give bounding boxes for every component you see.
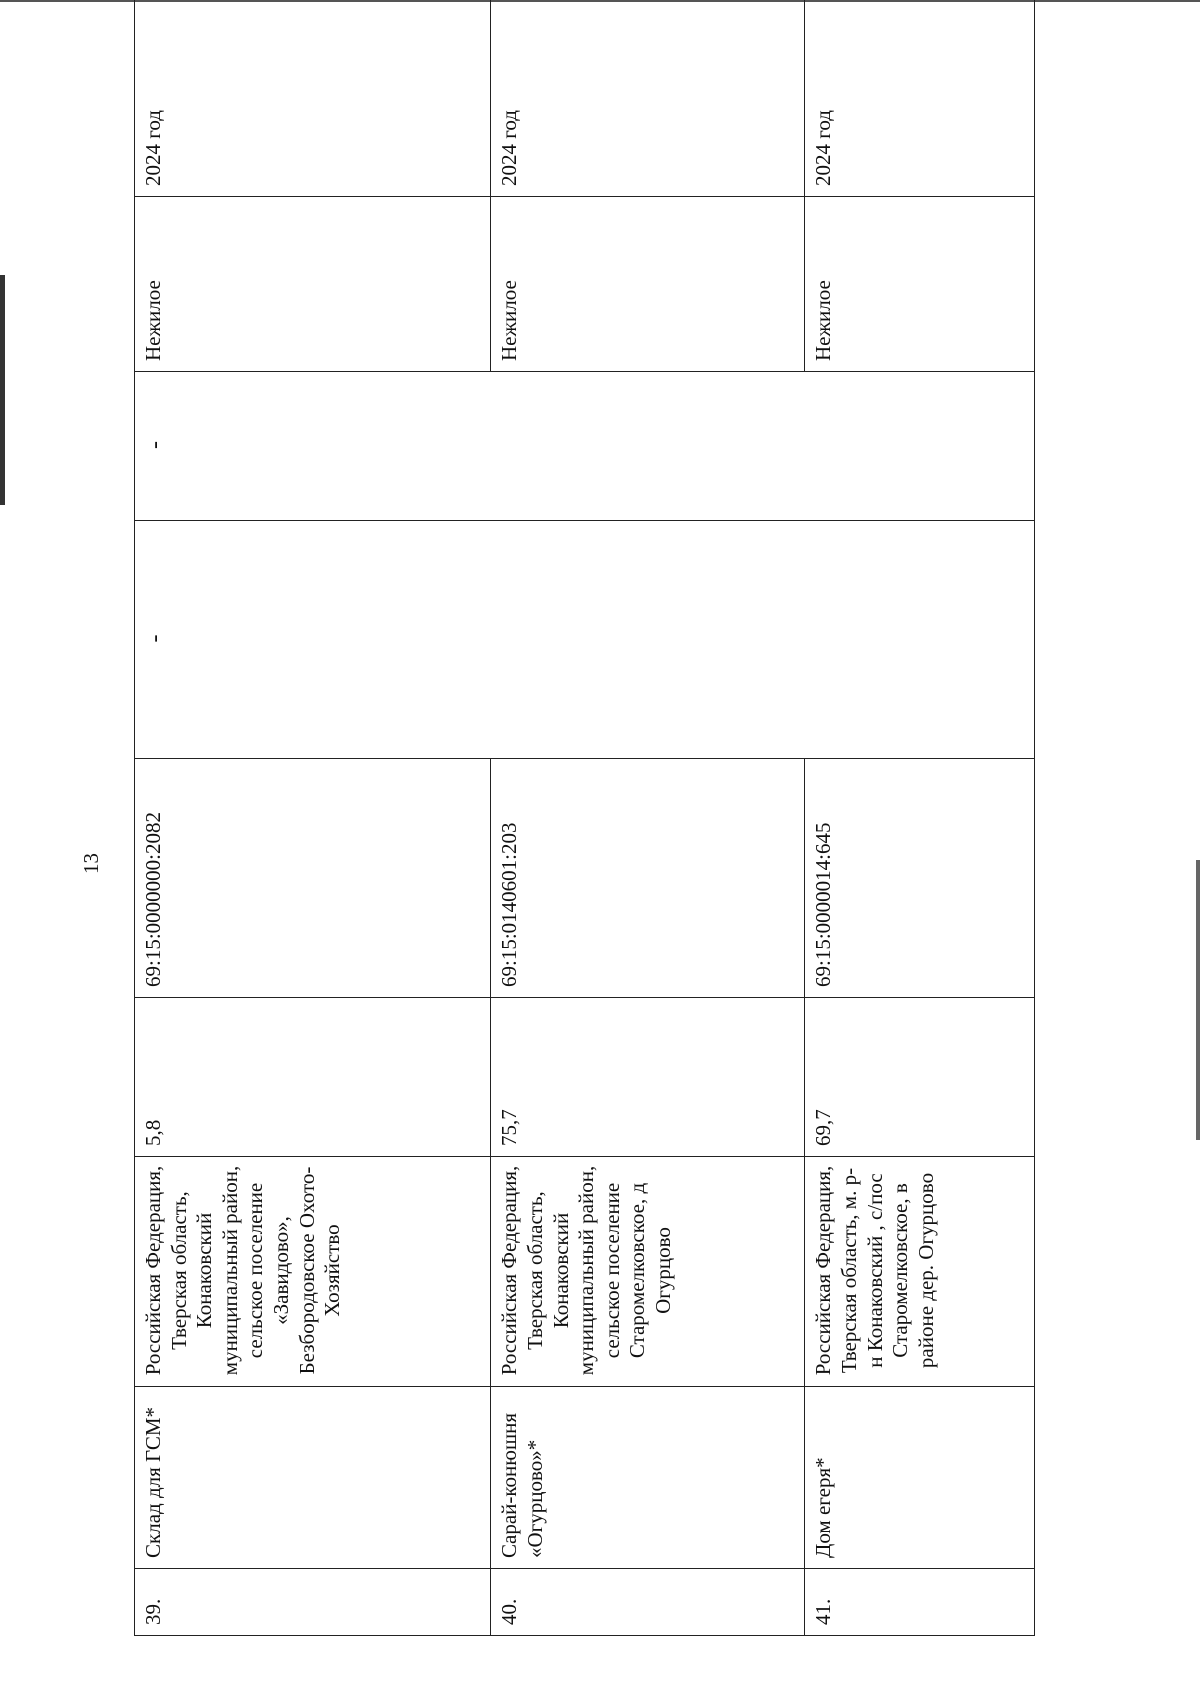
- table-row: [135, 0, 491, 1636]
- object-address: Российская Федерация, Тверская область, м. р-н Конаковский , с/пос Старомелковское, в районе дер. Огурцово: [805, 1157, 1035, 1387]
- row-number: 39.: [135, 1569, 491, 1636]
- object-type: Нежилое: [491, 197, 805, 372]
- row-number: 40.: [491, 1569, 805, 1636]
- object-year: 2024 год: [491, 0, 805, 197]
- table-row: [805, 0, 1035, 1636]
- row-number: 41.: [805, 1569, 1035, 1636]
- object-year: 2024 год: [135, 0, 491, 197]
- empty-column-cell: -: [135, 521, 1035, 759]
- scan-edge: [1196, 860, 1200, 1140]
- object-type: Нежилое: [135, 197, 491, 372]
- page-number-text: 13: [78, 852, 103, 874]
- object-name: Дом егеря*: [805, 1387, 1035, 1569]
- cadastral-number: 69:15:0000014:645: [805, 759, 1035, 998]
- object-name: Склад для ГСМ*: [135, 1387, 491, 1569]
- page-number: [80, 843, 102, 883]
- object-area: 75,7: [491, 998, 805, 1157]
- object-address: Российская Федерация, Тверская область, Конаковский муниципальный район, сельское поселение «Завидово», Безбородовское Охото-Хозяйство: [135, 1157, 491, 1387]
- object-area: 69,7: [805, 998, 1035, 1157]
- cadastral-number: 69:15:0140601:203: [491, 759, 805, 998]
- object-name: Сарай-конюшня «Огурцово»*: [491, 1387, 805, 1569]
- object-year: 2024 год: [805, 0, 1035, 197]
- object-type: Нежилое: [805, 197, 1035, 372]
- table-row: [491, 0, 805, 1636]
- cadastral-number: 69:15:0000000:2082: [135, 759, 491, 998]
- registry-table-frame: [134, 110, 1035, 1636]
- registry-table: [134, 0, 1035, 1636]
- object-address: Российская Федерация, Тверская область, Конаковский муниципальный район, сельское поселение Старомелковское, д Огурцово: [491, 1157, 805, 1387]
- object-area: 5,8: [135, 998, 491, 1157]
- empty-column-cell: -: [135, 372, 1035, 521]
- scan-edge: [0, 420, 3, 480]
